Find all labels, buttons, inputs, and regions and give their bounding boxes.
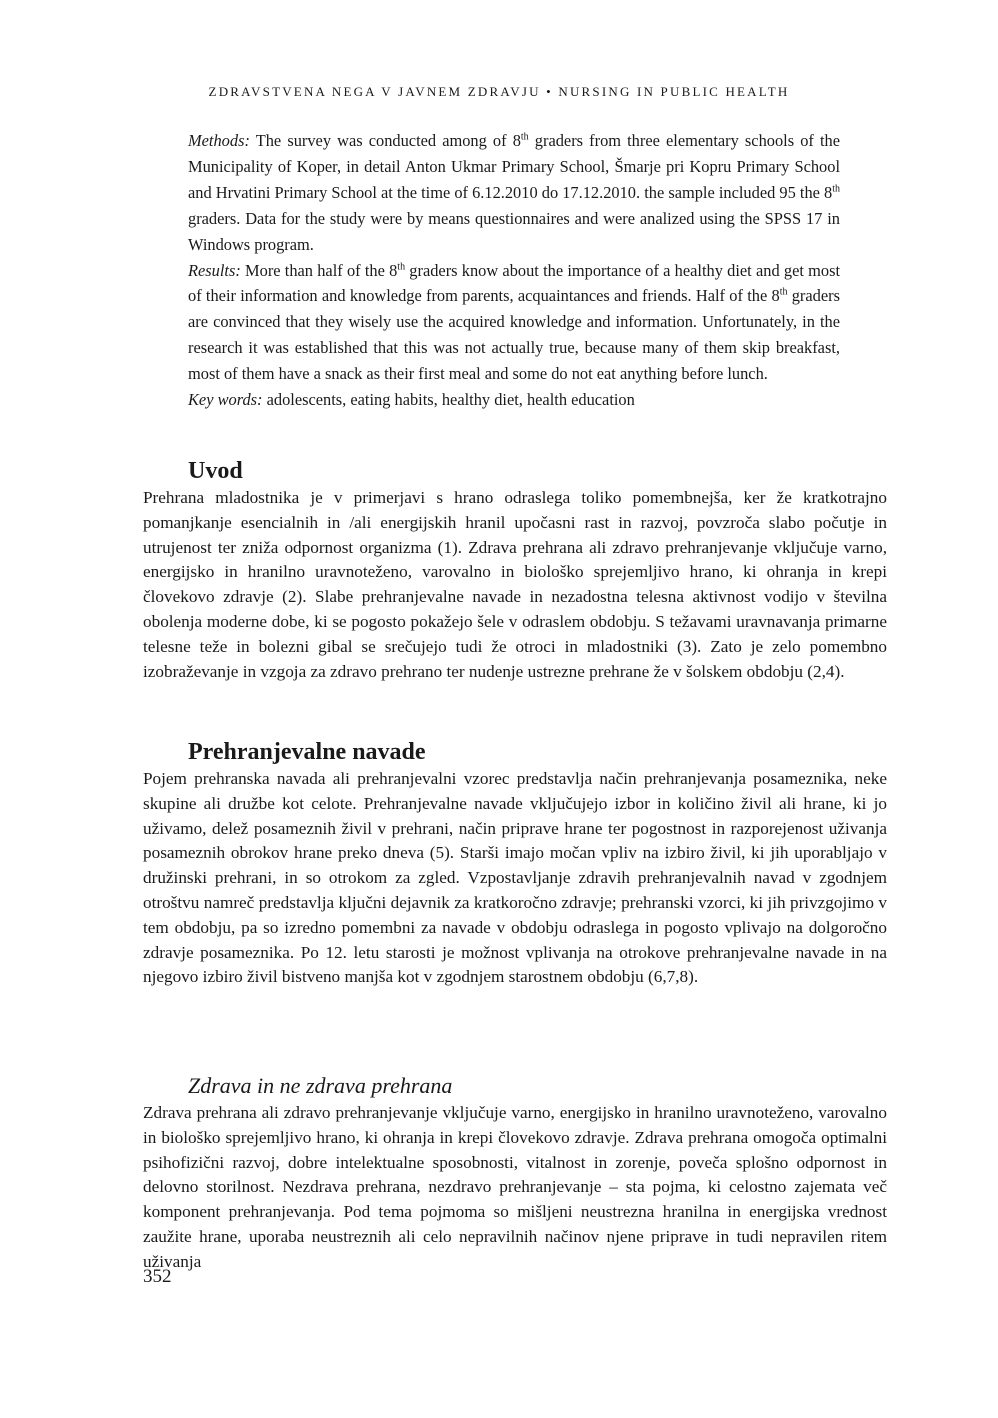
abstract (188, 128, 840, 413)
section-heading-prehranjevalne-navade: Prehranjevalne navade (188, 739, 426, 765)
section-body-uvod: Prehrana mladostnika je v primerjavi s hrano odraslega toliko pomembnejša, ker že kratkotrajno pomanjkanje esencialnih in /ali energijskih hranil upočasni rast in razvoj, povzroča slabo počutje in utrujenost ter zniža odpornost organizma (1). Zdrava prehrana ali zdravo prehranjevanje vključuje varno, energijsko in hranilno uravnoteženo, varovalno in biološko sprejemljivo hrano, ki ohranja in krepi človekovo zdravje (2). Slabe prehranjevalne navade in nezadostna telesna aktivnost vodijo v številna obolenja moderne dobe, ki se pogosto pokažejo šele v odraslem obdobju. S težavami uravnavanja primarne telesne teže in bolezni gibal se srečujejo tudi že otroci in mladostniki (3). Zato je zelo pomembno izobraževanje in vzgoja za zdravo prehrano ter nudenje ustrezne prehrane že v šolskem obdobju (2,4). (143, 488, 887, 681)
section-body-zdrava-prehrana: Zdrava prehrana ali zdravo prehranjevanje vključuje varno, energijsko in hranilno uravnoteženo, varovalno in biološko sprejemljivo hrano, ki ohranja in krepi človekovo zdravje. Zdrava prehrana omogoča optimalni psihofizični razvoj, dobre intelektualne sposobnosti, vitalnost in zorenje, poveča splošno odpornost in delovno storilnost. Nezdrava prehrana, nezdravo prehranjevanje – sta pojma, ki celostno zajemata več komponent prehranjevanja. Pod tema pojmoma so mišljeni neustrezna hranilna in energijska vrednost zaužite hrane, uporaba neustreznih ali celo nepravilnih načinov njene priprave in tudi nepravilen ritem uživanja (143, 1103, 887, 1271)
abstract-keywords: Key words: adolescents, eating habits, healthy diet, health education (188, 390, 635, 410)
methods-label: Methods: (188, 131, 250, 150)
page-number: 352 (143, 1266, 172, 1287)
abstract-methods: Methods: The survey was conducted among of 8th graders from three elementary schools of the Municipality of Koper, in detail Anton Ukmar Primary School, Šmarje pri Kopru Primary School and Hrvatini Primary School at the time of 6.12.2010 do 17.12.2010. the sample included 95 the 8th graders. Data for the study were by means questionnaires and were analized using the SPSS 17 in Windows program. (188, 131, 840, 254)
section-body-prehranjevalne-navade: Pojem prehranska navada ali prehranjevalni vzorec predstavlja način prehranjevanja posameznika, neke skupine ali družbe kot celote. Prehranjevalne navade vključujejo izbor in količino živil ali hrane, ki jo uživamo, delež posameznih živil v prehrani, način priprave hrane ter pogostnost in razporejenost uživanja posameznih obrokov hrane preko dneva (5). Starši imajo močan vpliv na izbiro živil, ki jih uporabljajo v družinski prehrani, in so otrokom za zgled. Vzpostavljanje zdravih prehranjevalnih navad v zgodnjem otroštvu namreč predstavlja ključni dejavnik za kratkoročno zdravje; prehranski vzorci, ki jih privzgojimo v tem obdobju, pa so izredno pomembni za navade v obdobju odraslega in pogosto vplivajo na dolgoročno zdravje posameznika. Po 12. letu starosti je možnost vplivanja na otrokove prehranjevalne navade in na njegovo izbiro živil bistveno manjša kot v zgodnjem starostnem obdobju (6,7,8). (143, 769, 887, 987)
results-label: Results: (188, 260, 241, 280)
section-heading-uvod: Uvod (188, 458, 243, 484)
running-header: ZDRAVSTVENA NEGA V JAVNEM ZDRAVJU • NURSING IN PUBLIC HEALTH (208, 84, 790, 99)
abstract-results: Results: More than half of the 8th graders know about the importance of a healthy diet and get most of their information and knowledge from parents, acquaintances and friends. Half of the 8th graders are convinced that they wisely use the acquired knowledge and information. Unfortunately, in the research it was established that this was not actually true, because many of them skip breakfast, most of them have a snack as their first meal and some do not eat anything before lunch. (188, 260, 841, 384)
section-heading-zdrava-prehrana: Zdrava in ne zdrava prehrana (188, 1073, 453, 1098)
keywords-label: Key words: (188, 390, 263, 410)
